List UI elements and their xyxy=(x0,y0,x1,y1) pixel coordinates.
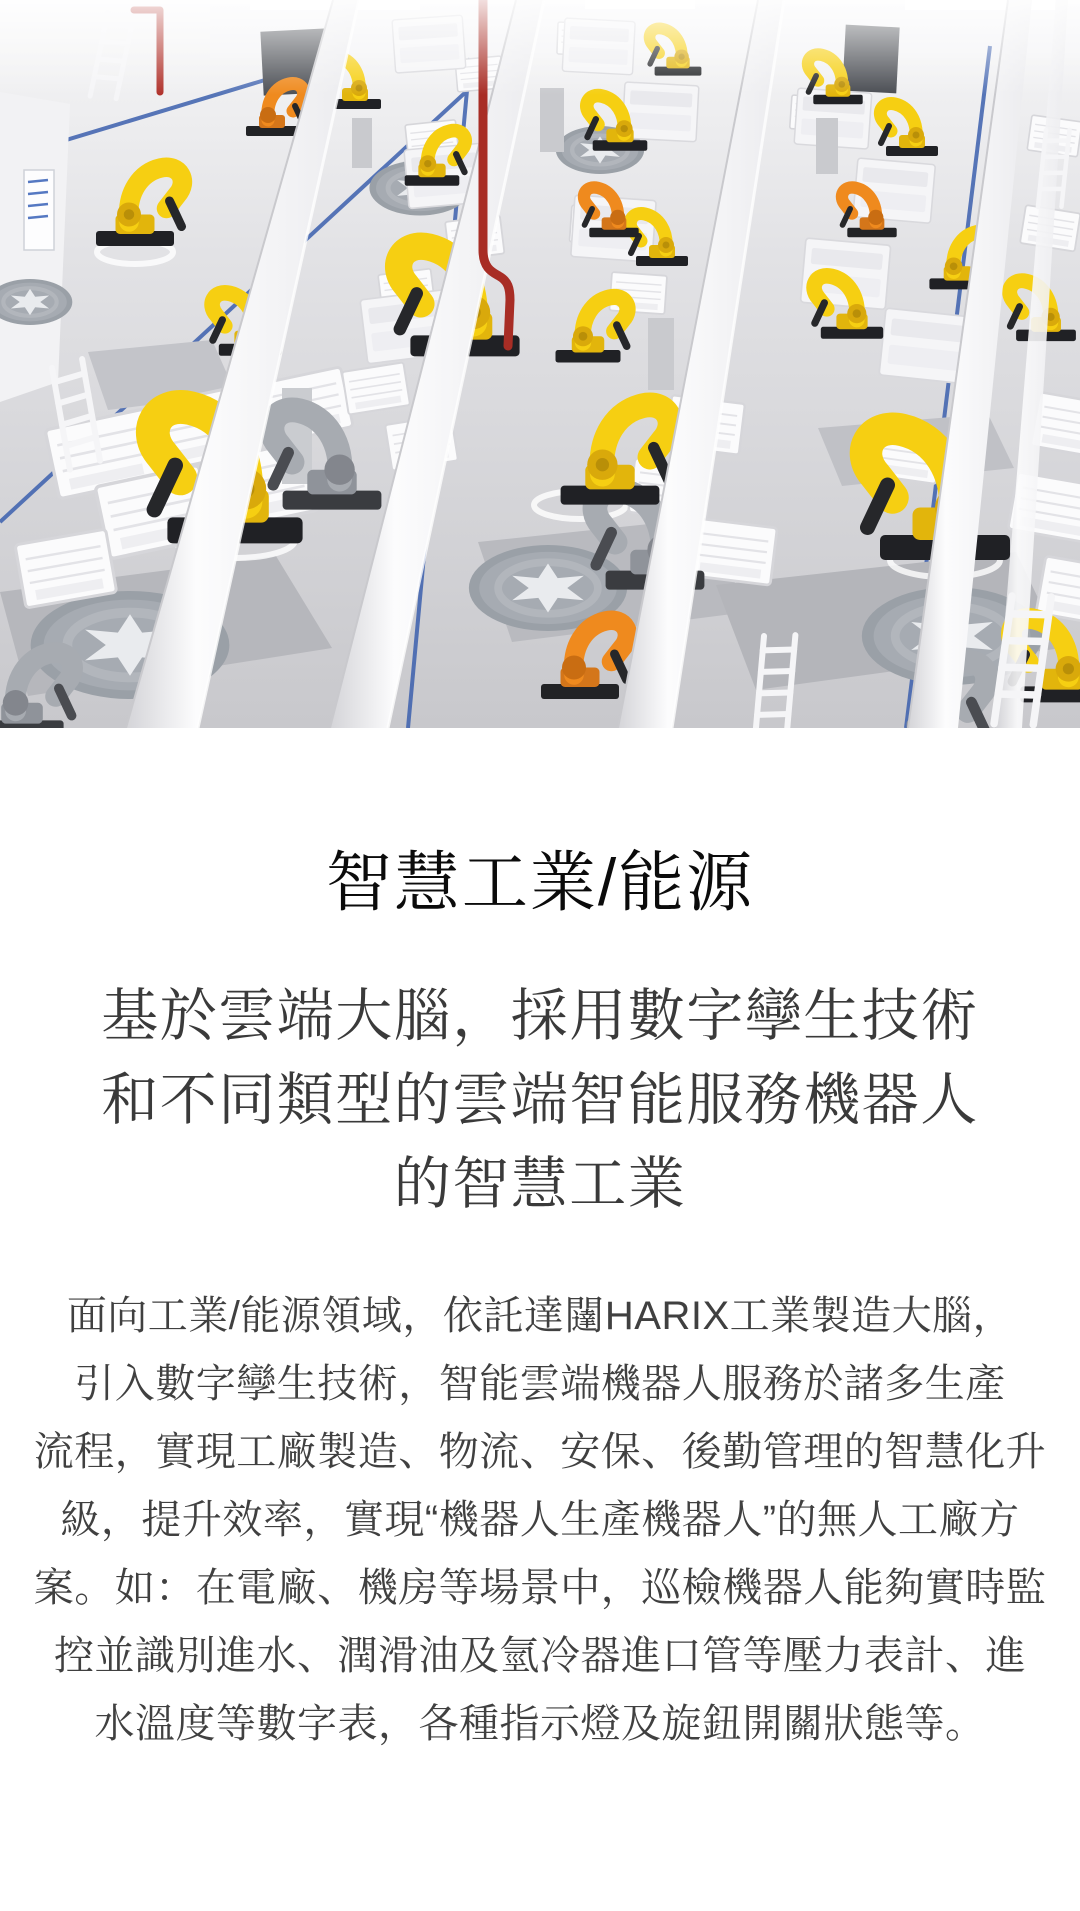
light-haze xyxy=(0,0,1080,95)
factory-hero-image xyxy=(0,0,1080,728)
body-line: 面向工業/能源領域，依託達闥HARIX工業製造大腦， xyxy=(66,1294,1014,1338)
body-line: 控並識別進水、潤滑油及氫冷器進口管等壓力表計、進 xyxy=(54,1634,1026,1678)
body-line: 流程，實現工廠製造、物流、安保、後勤管理的智慧化升 xyxy=(33,1430,1047,1474)
subtitle-line: 和不同類型的雲端智能服務機器人 xyxy=(101,1068,979,1132)
smart-factory-illustration xyxy=(0,0,1080,728)
body-line: 引入數字孿生技術，智能雲端機器人服務於諸多生產 xyxy=(74,1362,1006,1406)
subtitle-line: 的智慧工業 xyxy=(393,1152,687,1216)
subtitle-line: 基於雲端大腦，採用數字孿生技術 xyxy=(101,984,979,1048)
section-subtitle xyxy=(0,974,1080,1226)
section-body-paragraph xyxy=(0,1282,1080,1758)
body-line: 案。如：在電廠、機房等場景中，巡檢機器人能夠實時監 xyxy=(33,1566,1047,1610)
body-line: 級，提升效率，實現“機器人生產機器人”的無人工廠方 xyxy=(60,1498,1020,1542)
body-line: 水溫度等數字表，各種指示燈及旋鈕開關狀態等。 xyxy=(94,1702,986,1746)
section-title: 智慧工業/能源 xyxy=(325,845,755,919)
